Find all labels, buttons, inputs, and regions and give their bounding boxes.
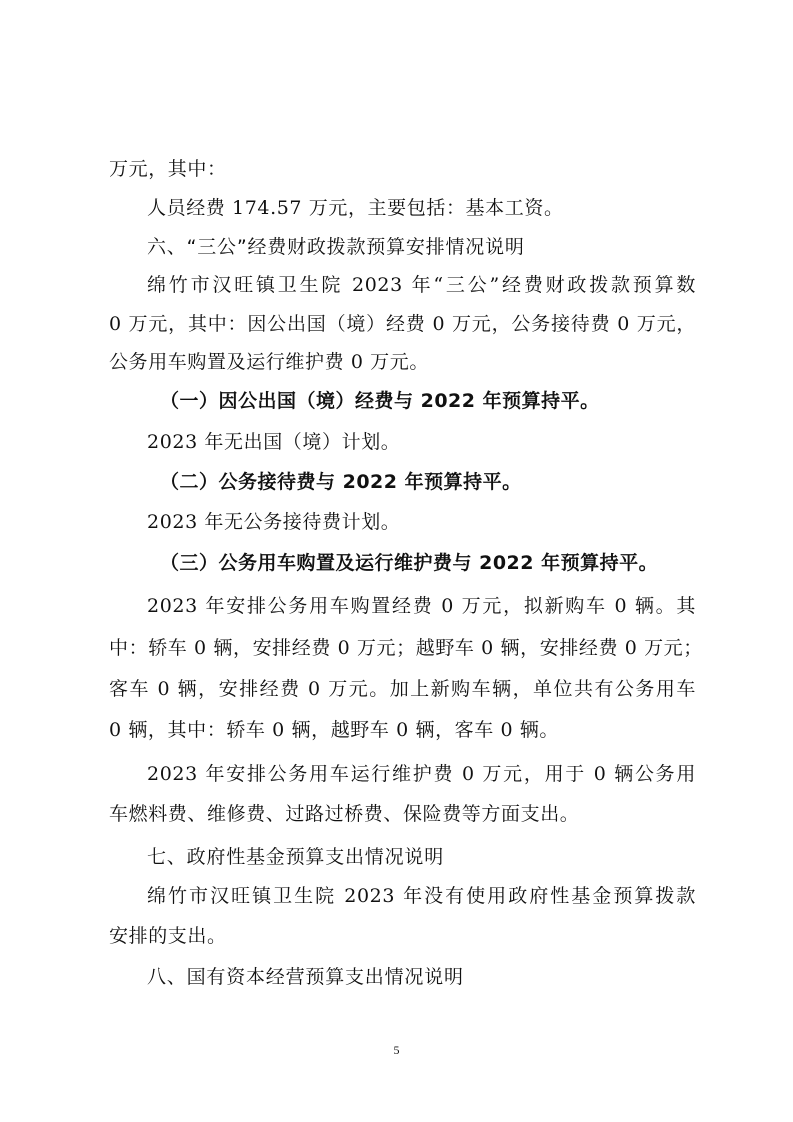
subheading-one: （一）因公出国（境）经费与 2022 年预算持平。	[160, 390, 600, 412]
subheading-three: （三）公务用车购置及运行维护费与 2022 年预算持平。	[160, 552, 659, 574]
paragraph-line: 0 辆，其中：轿车 0 辆，越野车 0 辆，客车 0 辆。	[109, 719, 560, 741]
paragraph-line: 公务用车购置及运行维护费 0 万元。	[109, 351, 429, 373]
paragraph-line: 2023 年无出国（境）计划。	[147, 431, 401, 453]
section-heading-seven: 七、政府性基金预算支出情况说明	[147, 846, 445, 868]
paragraph-line: 绵竹市汉旺镇卫生院 2023 年“三公”经费财政拨款预算数	[147, 274, 696, 296]
paragraph-line: 安排的支出。	[109, 925, 227, 947]
paragraph-line: 2023 年安排公务用车运行维护费 0 万元，用于 0 辆公务用	[147, 763, 696, 785]
paragraph-line: 绵竹市汉旺镇卫生院 2023 年没有使用政府性基金预算拨款	[147, 885, 696, 907]
paragraph-line: 车燃料费、维修费、过路过桥费、保险费等方面支出。	[109, 803, 580, 825]
paragraph-line: 人员经费 174.57 万元，主要包括：基本工资。	[147, 197, 564, 219]
page-number: 5	[393, 1043, 400, 1057]
subheading-two: （二）公务接待费与 2022 年预算持平。	[160, 471, 522, 493]
paragraph-line: 中：轿车 0 辆，安排经费 0 万元；越野车 0 辆，安排经费 0 万元；	[109, 637, 703, 659]
paragraph-line: 0 万元，其中：因公出国（境）经费 0 万元，公务接待费 0 万元，	[109, 313, 696, 335]
paragraph-line: 客车 0 辆，安排经费 0 万元。加上新购车辆，单位共有公务用车	[109, 678, 696, 700]
section-heading-eight: 八、国有资本经营预算支出情况说明	[147, 966, 464, 988]
paragraph-line: 万元，其中：	[109, 158, 227, 180]
section-heading-six: 六、“三公”经费财政拨款预算安排情况说明	[147, 236, 525, 258]
paragraph-line: 2023 年无公务接待费计划。	[147, 511, 401, 533]
paragraph-line: 2023 年安排公务用车购置经费 0 万元，拟新购车 0 辆。其	[147, 595, 696, 617]
